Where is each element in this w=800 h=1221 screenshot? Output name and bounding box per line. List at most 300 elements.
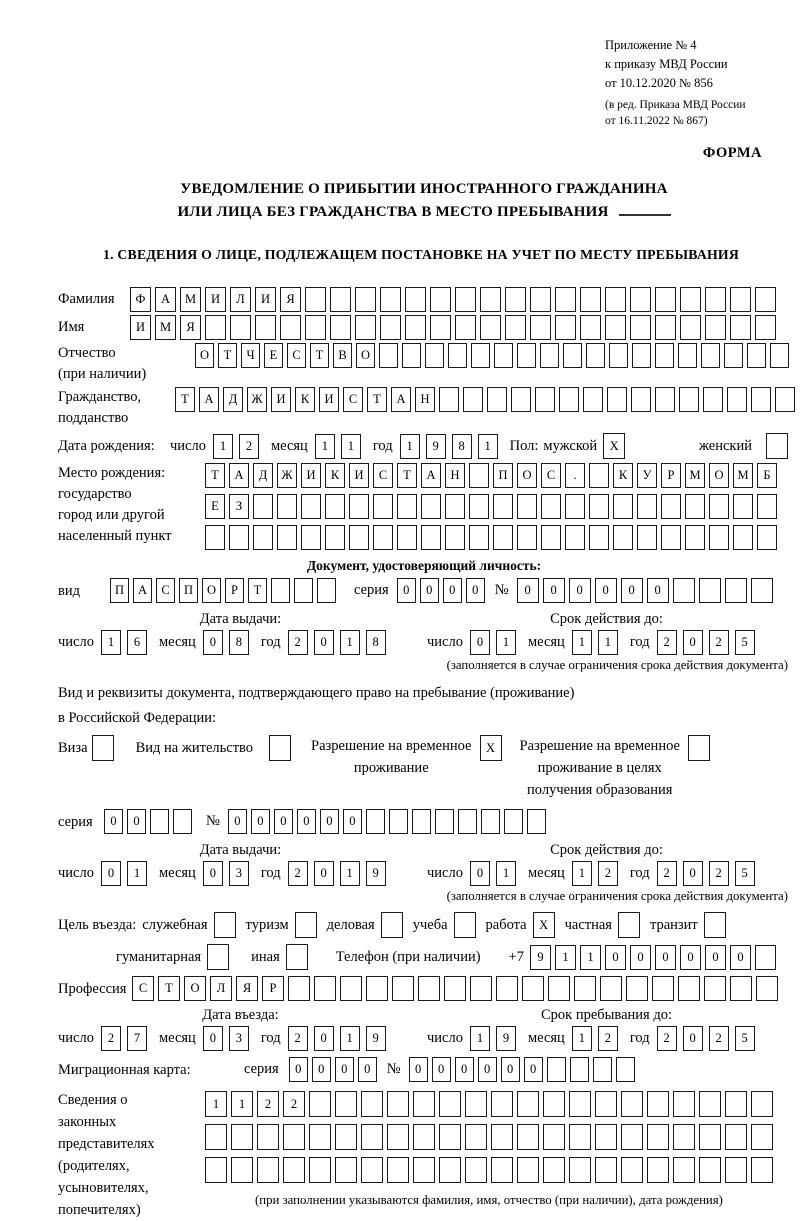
form-cell[interactable] bbox=[593, 1057, 612, 1082]
form-cell[interactable] bbox=[548, 976, 570, 1001]
form-cell[interactable]: Т bbox=[218, 343, 237, 368]
form-cell[interactable]: 0 bbox=[127, 809, 146, 834]
form-cell[interactable]: 9 bbox=[496, 1026, 516, 1051]
form-cell[interactable]: М bbox=[155, 315, 176, 340]
form-cell[interactable] bbox=[751, 1091, 773, 1117]
form-cell[interactable]: 9 bbox=[426, 434, 446, 459]
form-cell[interactable] bbox=[469, 463, 489, 488]
form-cell[interactable]: А bbox=[421, 463, 441, 488]
form-cell[interactable] bbox=[491, 1157, 513, 1183]
form-cell[interactable] bbox=[288, 976, 310, 1001]
form-cell[interactable]: 1 bbox=[496, 630, 516, 655]
form-cell[interactable]: 1 bbox=[205, 1091, 227, 1117]
form-cell[interactable]: 1 bbox=[231, 1091, 253, 1117]
form-cell[interactable] bbox=[405, 287, 426, 312]
form-cell[interactable]: 0 bbox=[320, 809, 339, 834]
form-cell[interactable]: А bbox=[133, 578, 152, 603]
form-cell[interactable] bbox=[355, 315, 376, 340]
form-cell[interactable]: 0 bbox=[297, 809, 316, 834]
form-cell[interactable]: 1 bbox=[127, 861, 147, 886]
form-cell[interactable] bbox=[580, 315, 601, 340]
form-cell[interactable]: X bbox=[533, 912, 555, 938]
form-cell[interactable]: 0 bbox=[466, 578, 485, 603]
form-cell[interactable] bbox=[530, 315, 551, 340]
form-cell[interactable]: 2 bbox=[709, 630, 729, 655]
form-cell[interactable] bbox=[494, 343, 513, 368]
form-cell[interactable] bbox=[405, 315, 426, 340]
form-cell[interactable] bbox=[387, 1157, 409, 1183]
form-cell[interactable] bbox=[277, 494, 297, 519]
form-cell[interactable] bbox=[255, 315, 276, 340]
form-cell[interactable] bbox=[387, 1124, 409, 1150]
form-cell[interactable]: Я bbox=[180, 315, 201, 340]
form-cell[interactable] bbox=[770, 343, 789, 368]
form-cell[interactable]: О bbox=[517, 463, 537, 488]
form-cell[interactable] bbox=[704, 976, 726, 1001]
form-cell[interactable] bbox=[458, 809, 477, 834]
form-cell[interactable] bbox=[505, 287, 526, 312]
form-cell[interactable]: 1 bbox=[572, 630, 592, 655]
form-cell[interactable] bbox=[380, 315, 401, 340]
form-cell[interactable]: К bbox=[295, 387, 315, 412]
form-cell[interactable] bbox=[413, 1157, 435, 1183]
form-cell[interactable]: Т bbox=[397, 463, 417, 488]
form-cell[interactable]: X bbox=[480, 735, 502, 761]
form-cell[interactable]: 2 bbox=[288, 861, 308, 886]
form-cell[interactable]: А bbox=[391, 387, 411, 412]
form-cell[interactable] bbox=[493, 525, 513, 550]
form-cell[interactable]: П bbox=[110, 578, 129, 603]
form-cell[interactable] bbox=[751, 387, 771, 412]
form-cell[interactable] bbox=[421, 494, 441, 519]
form-cell[interactable] bbox=[253, 525, 273, 550]
form-cell[interactable]: Д bbox=[253, 463, 273, 488]
form-cell[interactable] bbox=[600, 976, 622, 1001]
form-cell[interactable] bbox=[309, 1157, 331, 1183]
form-cell[interactable]: 7 bbox=[127, 1026, 147, 1051]
form-cell[interactable] bbox=[727, 387, 747, 412]
form-cell[interactable] bbox=[305, 287, 326, 312]
form-cell[interactable] bbox=[655, 343, 674, 368]
form-cell[interactable] bbox=[517, 1124, 539, 1150]
form-cell[interactable]: 0 bbox=[335, 1057, 354, 1082]
form-cell[interactable]: О bbox=[356, 343, 375, 368]
form-cell[interactable] bbox=[205, 1157, 227, 1183]
form-cell[interactable]: 0 bbox=[630, 945, 651, 970]
form-cell[interactable] bbox=[705, 287, 726, 312]
form-cell[interactable]: 2 bbox=[657, 861, 677, 886]
form-cell[interactable] bbox=[704, 912, 726, 938]
form-cell[interactable] bbox=[565, 525, 585, 550]
form-cell[interactable]: 0 bbox=[569, 578, 591, 603]
form-cell[interactable] bbox=[580, 287, 601, 312]
form-cell[interactable] bbox=[349, 494, 369, 519]
form-cell[interactable] bbox=[511, 387, 531, 412]
form-cell[interactable] bbox=[330, 315, 351, 340]
form-cell[interactable] bbox=[229, 525, 249, 550]
form-cell[interactable] bbox=[647, 1091, 669, 1117]
form-cell[interactable] bbox=[632, 343, 651, 368]
form-cell[interactable] bbox=[757, 525, 777, 550]
form-cell[interactable]: Я bbox=[236, 976, 258, 1001]
form-cell[interactable] bbox=[480, 287, 501, 312]
form-cell[interactable] bbox=[655, 287, 676, 312]
form-cell[interactable] bbox=[730, 287, 751, 312]
form-cell[interactable] bbox=[325, 494, 345, 519]
form-cell[interactable] bbox=[589, 525, 609, 550]
form-cell[interactable] bbox=[673, 578, 695, 603]
form-cell[interactable] bbox=[678, 976, 700, 1001]
form-cell[interactable] bbox=[283, 1157, 305, 1183]
form-cell[interactable] bbox=[355, 287, 376, 312]
form-cell[interactable] bbox=[381, 912, 403, 938]
form-cell[interactable]: 0 bbox=[409, 1057, 428, 1082]
form-cell[interactable]: 6 bbox=[127, 630, 147, 655]
form-cell[interactable] bbox=[626, 976, 648, 1001]
form-cell[interactable] bbox=[448, 343, 467, 368]
form-cell[interactable]: Д bbox=[223, 387, 243, 412]
form-cell[interactable] bbox=[680, 287, 701, 312]
form-cell[interactable]: С bbox=[287, 343, 306, 368]
form-cell[interactable] bbox=[630, 287, 651, 312]
form-cell[interactable]: 0 bbox=[478, 1057, 497, 1082]
form-cell[interactable] bbox=[543, 1157, 565, 1183]
form-cell[interactable] bbox=[366, 809, 385, 834]
form-cell[interactable]: Р bbox=[262, 976, 284, 1001]
form-cell[interactable] bbox=[325, 525, 345, 550]
form-cell[interactable] bbox=[595, 1124, 617, 1150]
form-cell[interactable] bbox=[559, 387, 579, 412]
form-cell[interactable]: 8 bbox=[366, 630, 386, 655]
form-cell[interactable]: 2 bbox=[657, 630, 677, 655]
form-cell[interactable] bbox=[595, 1157, 617, 1183]
form-cell[interactable]: 5 bbox=[735, 630, 755, 655]
form-cell[interactable]: 0 bbox=[432, 1057, 451, 1082]
form-cell[interactable]: 0 bbox=[343, 809, 362, 834]
form-cell[interactable] bbox=[589, 494, 609, 519]
form-cell[interactable]: 0 bbox=[314, 861, 334, 886]
form-cell[interactable]: Т bbox=[175, 387, 195, 412]
form-cell[interactable]: И bbox=[130, 315, 151, 340]
form-cell[interactable]: 0 bbox=[203, 861, 223, 886]
form-cell[interactable] bbox=[701, 343, 720, 368]
form-cell[interactable] bbox=[205, 525, 225, 550]
form-cell[interactable] bbox=[269, 735, 291, 761]
form-cell[interactable] bbox=[271, 578, 290, 603]
form-cell[interactable] bbox=[439, 387, 459, 412]
form-cell[interactable] bbox=[305, 315, 326, 340]
form-cell[interactable] bbox=[569, 1124, 591, 1150]
form-cell[interactable] bbox=[294, 578, 313, 603]
form-cell[interactable] bbox=[444, 976, 466, 1001]
form-cell[interactable] bbox=[574, 976, 596, 1001]
form-cell[interactable] bbox=[280, 315, 301, 340]
form-cell[interactable]: 9 bbox=[530, 945, 551, 970]
form-cell[interactable] bbox=[465, 1091, 487, 1117]
form-cell[interactable] bbox=[631, 387, 651, 412]
form-cell[interactable]: Е bbox=[264, 343, 283, 368]
form-cell[interactable] bbox=[402, 343, 421, 368]
form-cell[interactable]: 0 bbox=[680, 945, 701, 970]
form-cell[interactable]: 1 bbox=[340, 1026, 360, 1051]
form-cell[interactable]: . bbox=[565, 463, 585, 488]
form-cell[interactable] bbox=[751, 1157, 773, 1183]
form-cell[interactable]: Е bbox=[205, 494, 225, 519]
form-cell[interactable]: 0 bbox=[312, 1057, 331, 1082]
form-cell[interactable]: О bbox=[202, 578, 221, 603]
form-cell[interactable] bbox=[491, 1091, 513, 1117]
form-cell[interactable] bbox=[445, 525, 465, 550]
form-cell[interactable] bbox=[173, 809, 192, 834]
form-cell[interactable] bbox=[679, 387, 699, 412]
form-cell[interactable]: 2 bbox=[657, 1026, 677, 1051]
form-cell[interactable] bbox=[481, 809, 500, 834]
form-cell[interactable] bbox=[257, 1157, 279, 1183]
form-cell[interactable] bbox=[705, 315, 726, 340]
form-cell[interactable]: Н bbox=[445, 463, 465, 488]
form-cell[interactable]: 0 bbox=[101, 861, 121, 886]
form-cell[interactable] bbox=[413, 1091, 435, 1117]
form-cell[interactable] bbox=[465, 1124, 487, 1150]
form-cell[interactable]: 1 bbox=[478, 434, 498, 459]
form-cell[interactable]: 8 bbox=[452, 434, 472, 459]
form-cell[interactable] bbox=[766, 433, 788, 459]
form-cell[interactable]: 0 bbox=[228, 809, 247, 834]
form-cell[interactable]: 3 bbox=[229, 1026, 249, 1051]
form-cell[interactable] bbox=[547, 1057, 566, 1082]
form-cell[interactable] bbox=[295, 912, 317, 938]
form-cell[interactable] bbox=[389, 809, 408, 834]
form-cell[interactable]: З bbox=[229, 494, 249, 519]
form-cell[interactable]: Н bbox=[415, 387, 435, 412]
form-cell[interactable]: 0 bbox=[314, 1026, 334, 1051]
form-cell[interactable]: 9 bbox=[366, 1026, 386, 1051]
form-cell[interactable]: Т bbox=[205, 463, 225, 488]
form-cell[interactable]: И bbox=[319, 387, 339, 412]
form-cell[interactable]: И bbox=[271, 387, 291, 412]
form-cell[interactable] bbox=[253, 494, 273, 519]
form-cell[interactable] bbox=[613, 494, 633, 519]
form-cell[interactable]: 1 bbox=[598, 630, 618, 655]
form-cell[interactable] bbox=[747, 343, 766, 368]
form-cell[interactable] bbox=[733, 525, 753, 550]
form-cell[interactable] bbox=[314, 976, 336, 1001]
form-cell[interactable] bbox=[775, 387, 795, 412]
form-cell[interactable] bbox=[373, 494, 393, 519]
form-cell[interactable] bbox=[150, 809, 169, 834]
form-cell[interactable] bbox=[379, 343, 398, 368]
form-cell[interactable]: 2 bbox=[598, 861, 618, 886]
form-cell[interactable] bbox=[569, 1091, 591, 1117]
form-cell[interactable] bbox=[361, 1124, 383, 1150]
form-cell[interactable] bbox=[330, 287, 351, 312]
form-cell[interactable] bbox=[471, 343, 490, 368]
form-cell[interactable]: 1 bbox=[572, 861, 592, 886]
form-cell[interactable] bbox=[751, 1124, 773, 1150]
form-cell[interactable] bbox=[755, 945, 776, 970]
form-cell[interactable] bbox=[425, 343, 444, 368]
form-cell[interactable] bbox=[709, 525, 729, 550]
form-cell[interactable]: П bbox=[493, 463, 513, 488]
form-cell[interactable]: 1 bbox=[580, 945, 601, 970]
form-cell[interactable] bbox=[470, 976, 492, 1001]
form-cell[interactable] bbox=[92, 735, 114, 761]
form-cell[interactable]: 0 bbox=[470, 861, 490, 886]
form-cell[interactable] bbox=[504, 809, 523, 834]
form-cell[interactable] bbox=[522, 976, 544, 1001]
form-cell[interactable]: А bbox=[155, 287, 176, 312]
form-cell[interactable]: 0 bbox=[683, 630, 703, 655]
form-cell[interactable]: В bbox=[333, 343, 352, 368]
form-cell[interactable] bbox=[655, 387, 675, 412]
form-cell[interactable]: 0 bbox=[455, 1057, 474, 1082]
form-cell[interactable] bbox=[655, 315, 676, 340]
form-cell[interactable] bbox=[517, 525, 537, 550]
form-cell[interactable]: 2 bbox=[257, 1091, 279, 1117]
form-cell[interactable] bbox=[543, 1124, 565, 1150]
form-cell[interactable] bbox=[454, 912, 476, 938]
form-cell[interactable] bbox=[527, 809, 546, 834]
form-cell[interactable] bbox=[317, 578, 336, 603]
form-cell[interactable] bbox=[583, 387, 603, 412]
form-cell[interactable] bbox=[361, 1091, 383, 1117]
form-cell[interactable] bbox=[555, 315, 576, 340]
form-cell[interactable] bbox=[435, 809, 454, 834]
form-cell[interactable]: 2 bbox=[288, 1026, 308, 1051]
form-cell[interactable]: 2 bbox=[283, 1091, 305, 1117]
form-cell[interactable]: 0 bbox=[420, 578, 439, 603]
form-cell[interactable] bbox=[757, 494, 777, 519]
form-cell[interactable]: С bbox=[541, 463, 561, 488]
form-cell[interactable] bbox=[517, 343, 536, 368]
form-cell[interactable] bbox=[563, 343, 582, 368]
form-cell[interactable]: 2 bbox=[709, 861, 729, 886]
form-cell[interactable] bbox=[756, 976, 778, 1001]
form-cell[interactable] bbox=[680, 315, 701, 340]
form-cell[interactable]: 0 bbox=[104, 809, 123, 834]
form-cell[interactable] bbox=[730, 315, 751, 340]
form-cell[interactable] bbox=[725, 578, 747, 603]
form-cell[interactable] bbox=[455, 315, 476, 340]
form-cell[interactable]: Т bbox=[367, 387, 387, 412]
form-cell[interactable] bbox=[618, 912, 640, 938]
form-cell[interactable] bbox=[555, 287, 576, 312]
form-cell[interactable]: О bbox=[195, 343, 214, 368]
form-cell[interactable]: 0 bbox=[605, 945, 626, 970]
form-cell[interactable]: 5 bbox=[735, 1026, 755, 1051]
form-cell[interactable] bbox=[725, 1157, 747, 1183]
form-cell[interactable]: Б bbox=[757, 463, 777, 488]
form-cell[interactable] bbox=[283, 1124, 305, 1150]
form-cell[interactable] bbox=[397, 494, 417, 519]
form-cell[interactable]: Р bbox=[225, 578, 244, 603]
form-cell[interactable] bbox=[418, 976, 440, 1001]
form-cell[interactable] bbox=[207, 944, 229, 970]
form-cell[interactable]: 0 bbox=[730, 945, 751, 970]
form-cell[interactable] bbox=[373, 525, 393, 550]
form-cell[interactable] bbox=[231, 1157, 253, 1183]
form-cell[interactable] bbox=[335, 1124, 357, 1150]
form-cell[interactable] bbox=[491, 1124, 513, 1150]
form-cell[interactable] bbox=[541, 494, 561, 519]
form-cell[interactable]: И bbox=[349, 463, 369, 488]
form-cell[interactable]: Ф bbox=[130, 287, 151, 312]
form-cell[interactable] bbox=[387, 1091, 409, 1117]
form-cell[interactable] bbox=[335, 1157, 357, 1183]
form-cell[interactable] bbox=[505, 315, 526, 340]
form-cell[interactable]: Л bbox=[210, 976, 232, 1001]
form-cell[interactable] bbox=[430, 287, 451, 312]
form-cell[interactable] bbox=[205, 1124, 227, 1150]
form-cell[interactable] bbox=[257, 1124, 279, 1150]
form-cell[interactable] bbox=[605, 287, 626, 312]
form-cell[interactable] bbox=[755, 315, 776, 340]
form-cell[interactable] bbox=[469, 494, 489, 519]
form-cell[interactable]: 1 bbox=[340, 861, 360, 886]
form-cell[interactable]: 0 bbox=[203, 1026, 223, 1051]
form-cell[interactable] bbox=[647, 1124, 669, 1150]
form-cell[interactable]: У bbox=[637, 463, 657, 488]
form-cell[interactable]: Я bbox=[280, 287, 301, 312]
form-cell[interactable]: 5 bbox=[735, 861, 755, 886]
form-cell[interactable] bbox=[301, 494, 321, 519]
form-cell[interactable] bbox=[595, 1091, 617, 1117]
form-cell[interactable] bbox=[480, 315, 501, 340]
form-cell[interactable] bbox=[647, 1157, 669, 1183]
form-cell[interactable] bbox=[621, 1091, 643, 1117]
form-cell[interactable]: 0 bbox=[314, 630, 334, 655]
form-cell[interactable]: 0 bbox=[621, 578, 643, 603]
form-cell[interactable] bbox=[277, 525, 297, 550]
form-cell[interactable]: О bbox=[184, 976, 206, 1001]
form-cell[interactable] bbox=[609, 343, 628, 368]
form-cell[interactable]: 1 bbox=[213, 434, 233, 459]
form-cell[interactable] bbox=[469, 525, 489, 550]
form-cell[interactable] bbox=[678, 343, 697, 368]
form-cell[interactable] bbox=[570, 1057, 589, 1082]
form-cell[interactable]: 8 bbox=[229, 630, 249, 655]
form-cell[interactable] bbox=[397, 525, 417, 550]
form-cell[interactable]: 0 bbox=[470, 630, 490, 655]
form-cell[interactable]: 1 bbox=[470, 1026, 490, 1051]
form-cell[interactable] bbox=[605, 315, 626, 340]
form-cell[interactable] bbox=[361, 1157, 383, 1183]
form-cell[interactable] bbox=[607, 387, 627, 412]
form-cell[interactable] bbox=[543, 1091, 565, 1117]
form-cell[interactable] bbox=[413, 1124, 435, 1150]
form-cell[interactable]: Ж bbox=[247, 387, 267, 412]
form-cell[interactable] bbox=[699, 1157, 721, 1183]
form-cell[interactable]: 3 bbox=[229, 861, 249, 886]
form-cell[interactable] bbox=[613, 525, 633, 550]
form-cell[interactable] bbox=[725, 1091, 747, 1117]
form-cell[interactable]: И bbox=[205, 287, 226, 312]
form-cell[interactable]: 2 bbox=[598, 1026, 618, 1051]
form-cell[interactable]: 9 bbox=[366, 861, 386, 886]
form-cell[interactable]: 0 bbox=[683, 861, 703, 886]
form-cell[interactable] bbox=[733, 494, 753, 519]
form-cell[interactable]: Т bbox=[248, 578, 267, 603]
form-cell[interactable]: Ж bbox=[277, 463, 297, 488]
form-cell[interactable]: 1 bbox=[341, 434, 361, 459]
form-cell[interactable]: Л bbox=[230, 287, 251, 312]
form-cell[interactable] bbox=[589, 463, 609, 488]
form-cell[interactable] bbox=[455, 287, 476, 312]
form-cell[interactable] bbox=[688, 735, 710, 761]
form-cell[interactable] bbox=[380, 287, 401, 312]
form-cell[interactable]: 1 bbox=[555, 945, 576, 970]
form-cell[interactable]: 0 bbox=[203, 630, 223, 655]
